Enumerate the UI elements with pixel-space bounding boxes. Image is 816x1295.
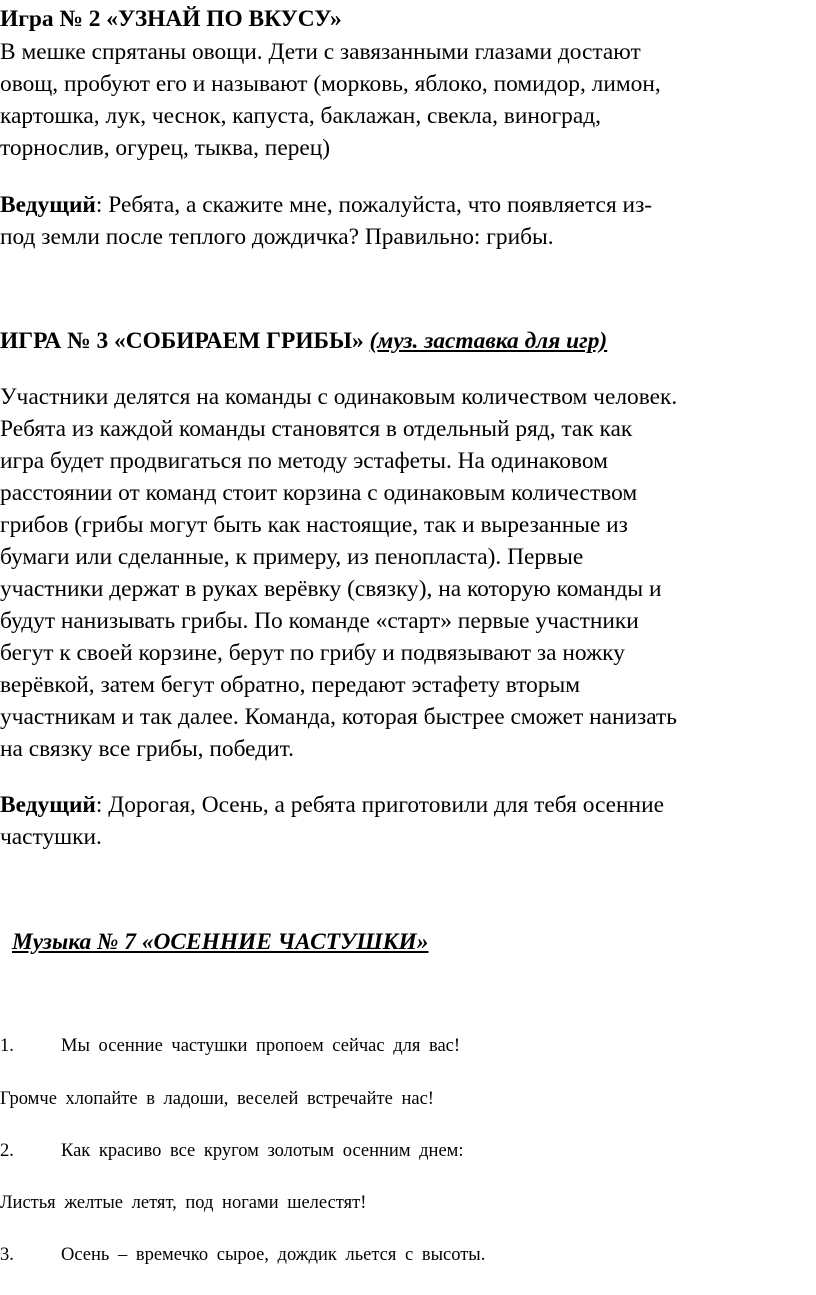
song-line	[0, 1087, 816, 1111]
game3-title: ИГРА № 3 «СОБИРАЕМ ГРИБЫ»	[0, 328, 364, 354]
game3-text-line: Ребята из каждой команды становятся в отдельный ряд, так как	[0, 416, 633, 442]
game3-text-line: бумаги или сделанные, к примеру, из пенопласта). Первые	[0, 544, 584, 570]
game3-music-note: (муз. заставка для игр)	[369, 328, 608, 354]
host-speaker: Ведущий	[0, 792, 96, 818]
host-paragraph-1	[0, 189, 816, 221]
game3-text-line: будут нанизывать грибы. По команде «старт» первые участники	[0, 608, 639, 634]
host-text: : Дорогая, Осень, а ребята приготовили для тебя осенние	[95, 792, 664, 818]
game3-text-line: расстоянии от команд стоит корзина с одинаковым количеством	[0, 480, 638, 506]
verse-text: Мы осенние частушки пропоем сейчас для вас!	[61, 1036, 461, 1056]
game3-text-line: грибов (грибы могут быть как настоящие, так и вырезанные из	[0, 512, 628, 538]
game2-text-line: овощ, пробуют его и называют (морковь, яблоко, помидор, лимон,	[0, 71, 661, 97]
game3-text-line: бегут к своей корзине, берут по грибу и подвязывают за ножку	[0, 640, 625, 666]
verse-number: 2.	[0, 1141, 14, 1161]
song-line	[0, 1139, 816, 1163]
host-text: : Ребята, а скажите мне, пожалуйста, что появляется из-	[95, 192, 653, 218]
game3-text-line: верёвкой, затем бегут обратно, передают эстафету вторым	[0, 672, 581, 698]
verse-text: Осень – времечко сырое, дождик льется с высоты.	[61, 1245, 486, 1265]
song-line	[0, 1243, 816, 1267]
music-title: Музыка № 7 «ОСЕННИЕ ЧАСТУШКИ»	[12, 929, 429, 955]
game3-text-line: на связку все грибы, победит.	[0, 736, 294, 762]
game2-text-line: В мешке спрятаны овощи. Дети с завязанными глазами достают	[0, 39, 641, 65]
song-line	[0, 1191, 816, 1215]
game3-text-line: участникам и так далее. Команда, которая быстрее сможет нанизать	[0, 704, 677, 730]
verse-number: 3.	[0, 1245, 14, 1265]
verse-text: Громче хлопайте в ладоши, веселей встречайте нас!	[0, 1089, 434, 1109]
host-text-line: частушки.	[0, 824, 102, 850]
host-speaker: Ведущий	[0, 192, 96, 218]
verse-number: 1.	[0, 1036, 14, 1056]
game2-text-line: торнослив, огурец, тыква, перец)	[0, 135, 331, 161]
game3-text-line: игра будет продвигаться по методу эстафеты. На одинаковом	[0, 448, 608, 474]
game3-heading	[0, 325, 816, 357]
verse-text: Листья желтые летят, под ногами шелестят!	[0, 1193, 367, 1213]
game2-text-line: картошка, лук, чеснок, капуста, баклажан, свекла, виноград,	[0, 103, 601, 129]
game2-title: Игра № 2 «УЗНАЙ ПО ВКУСУ»	[0, 6, 342, 32]
game3-text-line: Участники делятся на команды с одинаковым количеством человек.	[0, 384, 678, 410]
song-line	[0, 1034, 816, 1058]
host-paragraph-2	[0, 789, 816, 821]
host-text-line: под земли после теплого дождичка? Правильно: грибы.	[0, 224, 554, 250]
game3-text-line: участники держат в руках верёвку (связку), на которую команды и	[0, 576, 662, 602]
verse-text: Как красиво все кругом золотым осенним днем:	[61, 1141, 464, 1161]
